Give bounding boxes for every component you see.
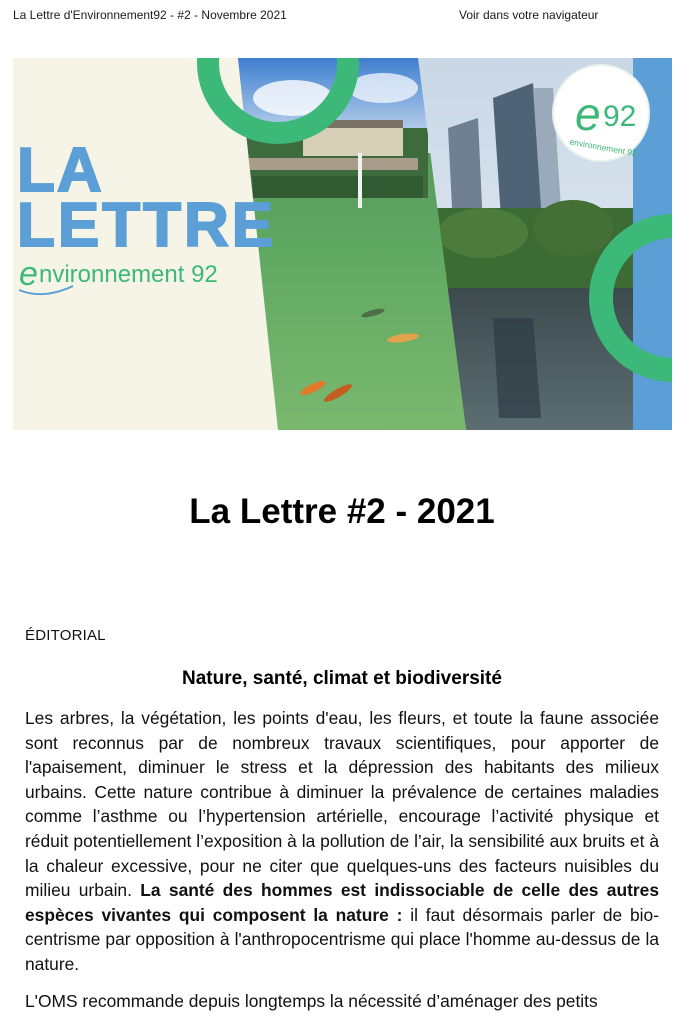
editorial-highlight: La santé des hommes est indissociable de celle des autres espèces vivantes qui composent la nature : [25, 880, 659, 925]
section-label-editorial: ÉDITORIAL [25, 627, 106, 644]
e92-logo [553, 65, 649, 161]
view-in-browser-link[interactable]: Voir dans votre navigateur [459, 8, 599, 22]
editorial-paragraph-2: L'OMS recommande depuis longtemps la nécessité d’aménager des petits [25, 990, 598, 1011]
page-title: La Lettre #2 - 2021 [189, 492, 495, 531]
svg-text:e: e [575, 88, 601, 140]
svg-text:92: 92 [603, 100, 637, 133]
svg-text:e: e [19, 255, 38, 293]
svg-text:nvironnement 92: nvironnement 92 [39, 261, 218, 288]
svg-text:LETTRE: LETTRE [17, 191, 277, 260]
editorial-title: Nature, santé, climat et biodiversité [182, 668, 502, 689]
email-header-bar [13, 8, 671, 24]
svg-text:LA: LA [17, 136, 104, 205]
newsletter-title: La Lettre d'Environnement92 - #2 - Novembre 2021 [13, 8, 287, 22]
editorial-paragraph-1: Les arbres, la végétation, les points d'eau, les fleurs, et toute la faune associée sont reconnus par de nombreux travaux scientifiques, pour apporter de l'apaisement, diminuer le stress et la dépression des habitants des milieux urbains. Cette nature contribue à diminuer la prévalence de certaines maladies comme l’asthme ou l’hypertension artérielle, encourage l’activité physique et réduit potentiellement l’exposition à la pollution de l’air, la sensibilité aux bruits et à la chaleur excessive, pour ne citer que quelques-uns des facteurs nuisibles du milieu urbain. La santé des hommes est indissociable de celle des autres espèces vivantes qui composent la nature : il faut désormais parler de bio-centrisme par opposition à l'anthropocentrisme qui place l'homme au-dessus de la nature. [25, 708, 659, 974]
banner-illustration [13, 58, 672, 430]
editorial-body [25, 706, 659, 1024]
newsletter-banner [13, 58, 672, 430]
svg-text:environnement 92: environnement 92 [568, 136, 638, 159]
